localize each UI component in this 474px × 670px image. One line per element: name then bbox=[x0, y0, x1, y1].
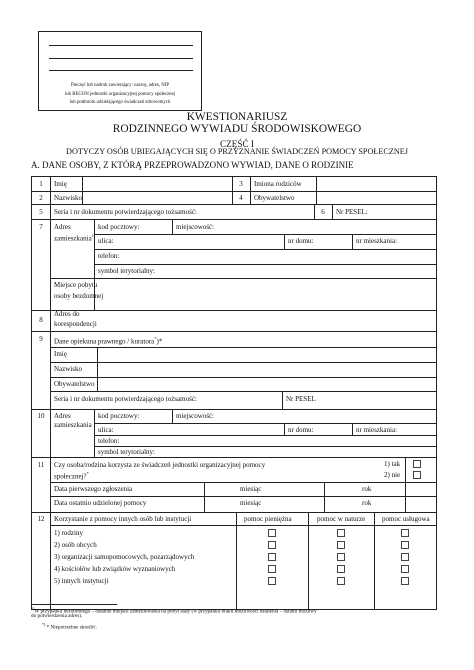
checkbox-church-service[interactable] bbox=[401, 565, 409, 573]
label-guardian-surname: Nazwisko bbox=[54, 365, 82, 373]
label-guardian-phone: telefon: bbox=[98, 437, 120, 445]
label-month: miesiąc bbox=[240, 485, 262, 493]
checkbox-family-in-kind[interactable] bbox=[337, 529, 345, 537]
label-postal-code: kod pocztowy: bbox=[98, 223, 140, 231]
label-correspondence: Adres do bbox=[54, 310, 80, 318]
option-no-label: 2) nie bbox=[384, 471, 401, 479]
row-number: 1 bbox=[39, 180, 43, 188]
checkbox-strangers-service[interactable] bbox=[401, 541, 409, 549]
label-guardian-house-number: nr domu: bbox=[288, 426, 314, 434]
label-correspondence-2: korespondencji bbox=[54, 320, 97, 328]
row-number: 12 bbox=[37, 515, 45, 523]
label-guardian-id-document: Seria i nr dokumentu potwierdzającego tożsamość: bbox=[54, 395, 197, 403]
label-guardian-first-name: Imię bbox=[54, 350, 67, 358]
section-a-heading: A. DANE OSOBY, Z KTÓRĄ PRZEPROWADZONO WYWIAD, DANE O RODZINIE bbox=[31, 160, 354, 170]
label-territorial-symbol: symbol terytorialny: bbox=[98, 267, 155, 275]
checkbox-institutions-in-kind[interactable] bbox=[337, 577, 345, 585]
option-yes-label: 1) tak bbox=[384, 460, 401, 468]
label-homeless-place-2: osoby bezdomnej bbox=[54, 292, 104, 300]
footnote-separator bbox=[31, 604, 117, 605]
label-house-number: nr domu: bbox=[288, 237, 314, 245]
checkbox-ngo-service[interactable] bbox=[401, 553, 409, 561]
checkbox-strangers-in-kind[interactable] bbox=[337, 541, 345, 549]
label-guardian-postal-code: kod pocztowy: bbox=[98, 412, 140, 420]
checkbox-ngo-financial[interactable] bbox=[268, 553, 276, 561]
label-address-residence: zamieszkania$^1$ bbox=[54, 233, 94, 243]
row-number: 11 bbox=[37, 461, 45, 469]
checkbox-institutions-financial[interactable] bbox=[268, 577, 276, 585]
question-social-assistance-2: społecznej?* bbox=[54, 471, 89, 481]
question-social-assistance: Czy osoba/rodzina korzysta ze świadczeń jednostki organizacyjnej pomocy bbox=[54, 461, 266, 469]
row-number: 9 bbox=[39, 335, 43, 343]
form-table bbox=[31, 176, 437, 610]
stamp-caption-line: Pieczęć lub nadruk zawierający: nazwę, adres, NIP bbox=[70, 83, 170, 88]
column-financial-help: pomoc pieniężna bbox=[244, 515, 292, 523]
label-other-help: Korzystanie z pomocy innych osób lub instytucji bbox=[54, 515, 192, 523]
label-guardian-address-2: zamieszkania bbox=[54, 421, 92, 429]
label-phone: telefon: bbox=[98, 252, 120, 260]
label-locality: miejscowość: bbox=[176, 223, 215, 231]
help-source-item: 1) rodziny bbox=[54, 529, 83, 537]
label-last-assistance-date: Data ostatnio udzielonej pomocy bbox=[54, 499, 147, 507]
label-guardian-citizenship: Obywatelstwo bbox=[54, 380, 95, 388]
stamp-line bbox=[49, 70, 193, 71]
stamp-line bbox=[49, 45, 193, 46]
checkbox-church-in-kind[interactable] bbox=[337, 565, 345, 573]
row-number: 4 bbox=[239, 194, 243, 202]
checkbox-yes[interactable] bbox=[413, 460, 421, 468]
checkbox-institutions-service[interactable] bbox=[401, 577, 409, 585]
checkbox-family-financial[interactable] bbox=[268, 529, 276, 537]
label-first-name: Imię bbox=[54, 180, 67, 188]
help-source-item: 3) organizacji samopomocowych, pozarządowych bbox=[54, 553, 195, 561]
label-surname: Nazwisko bbox=[54, 194, 82, 202]
document-title: KWESTIONARIUSZ bbox=[186, 111, 288, 123]
help-source-item: 5) innych instytucji bbox=[54, 577, 109, 585]
help-source-item: 4) kościołów lub związków wyznaniowych bbox=[54, 565, 176, 573]
label-guardian-pesel: Nr PESEL bbox=[286, 395, 316, 403]
label-parents-names: Imiona rodziców bbox=[254, 180, 302, 188]
stamp-line bbox=[49, 58, 193, 59]
checkbox-strangers-financial[interactable] bbox=[268, 541, 276, 549]
row-number: 7 bbox=[39, 223, 43, 231]
label-guardian-flat-number: nr mieszkania: bbox=[356, 426, 398, 434]
label-guardian-territorial-symbol: symbol terytorialny: bbox=[98, 448, 155, 456]
row-number: 10 bbox=[37, 412, 45, 420]
label-guardian-locality: miejscowość: bbox=[176, 412, 215, 420]
label-month: miesiąc bbox=[240, 499, 262, 507]
label-guardian-street: ulica: bbox=[98, 426, 114, 434]
footnote-2: *) * Niepotrzebne skreślić. bbox=[42, 622, 97, 631]
row-number: 6 bbox=[321, 208, 325, 216]
label-flat-number: nr mieszkania: bbox=[356, 237, 398, 245]
stamp-box bbox=[38, 31, 202, 111]
label-year: rok bbox=[362, 485, 372, 493]
row-number: 8 bbox=[39, 316, 43, 324]
document-subtitle: DOTYCZY OSÓB UBIEGAJĄCYCH SIĘ O PRZYZNANIE ŚWIADCZEŃ POMOCY SPOŁECZNEJ bbox=[66, 147, 408, 156]
column-service-help: pomoc usługowa bbox=[382, 515, 430, 523]
part-label: CZĘŚĆ I bbox=[220, 139, 254, 149]
help-source-item: 2) osób obcych bbox=[54, 541, 97, 549]
label-address: Adres bbox=[54, 223, 71, 231]
stamp-caption bbox=[39, 82, 201, 108]
row-number: 2 bbox=[39, 194, 43, 202]
checkbox-no[interactable] bbox=[413, 471, 421, 479]
row-number: 3 bbox=[239, 180, 243, 188]
stamp-caption-line: lub podmiotu udzielającego świadczeń zdrowotnych bbox=[69, 100, 171, 106]
checkbox-church-financial[interactable] bbox=[268, 565, 276, 573]
column-in-kind-help: pomoc w naturze bbox=[317, 515, 366, 523]
label-year: rok bbox=[362, 499, 372, 507]
label-first-application-date: Data pierwszego zgłoszenia bbox=[54, 485, 133, 493]
label-street: ulica: bbox=[98, 237, 114, 245]
footnote-1: $^{1)}$W przypadku bezdomnego – ostatnie miejsce zameldowania na pobyt stały (w przypadku braku możliwości ustalenia – ostatni możliwy bbox=[31, 606, 317, 615]
label-guardian: Dane opiekuna prawnego / kuratora*)* bbox=[54, 336, 163, 346]
label-homeless-place: Miejsce pobytu bbox=[54, 281, 98, 289]
label-citizenship: Obywatelstwo bbox=[254, 194, 295, 202]
footnote-1-cont: do potwierdzenia adres). bbox=[31, 613, 83, 619]
checkbox-ngo-in-kind[interactable] bbox=[337, 553, 345, 561]
stamp-caption-line: lub REGON jednostki organizacyjnej pomocy społecznej bbox=[64, 91, 176, 97]
label-pesel: Nr PESEL: bbox=[336, 208, 368, 216]
row-number: 5 bbox=[39, 208, 43, 216]
label-id-document: Seria i nr dokumentu potwierdzającego tożsamość: bbox=[54, 208, 197, 216]
checkbox-family-service[interactable] bbox=[401, 529, 409, 537]
document-title-2: RODZINNEGO WYWIADU ŚRODOWISKOWEGO bbox=[112, 123, 362, 135]
label-guardian-address: Adres bbox=[54, 412, 71, 420]
